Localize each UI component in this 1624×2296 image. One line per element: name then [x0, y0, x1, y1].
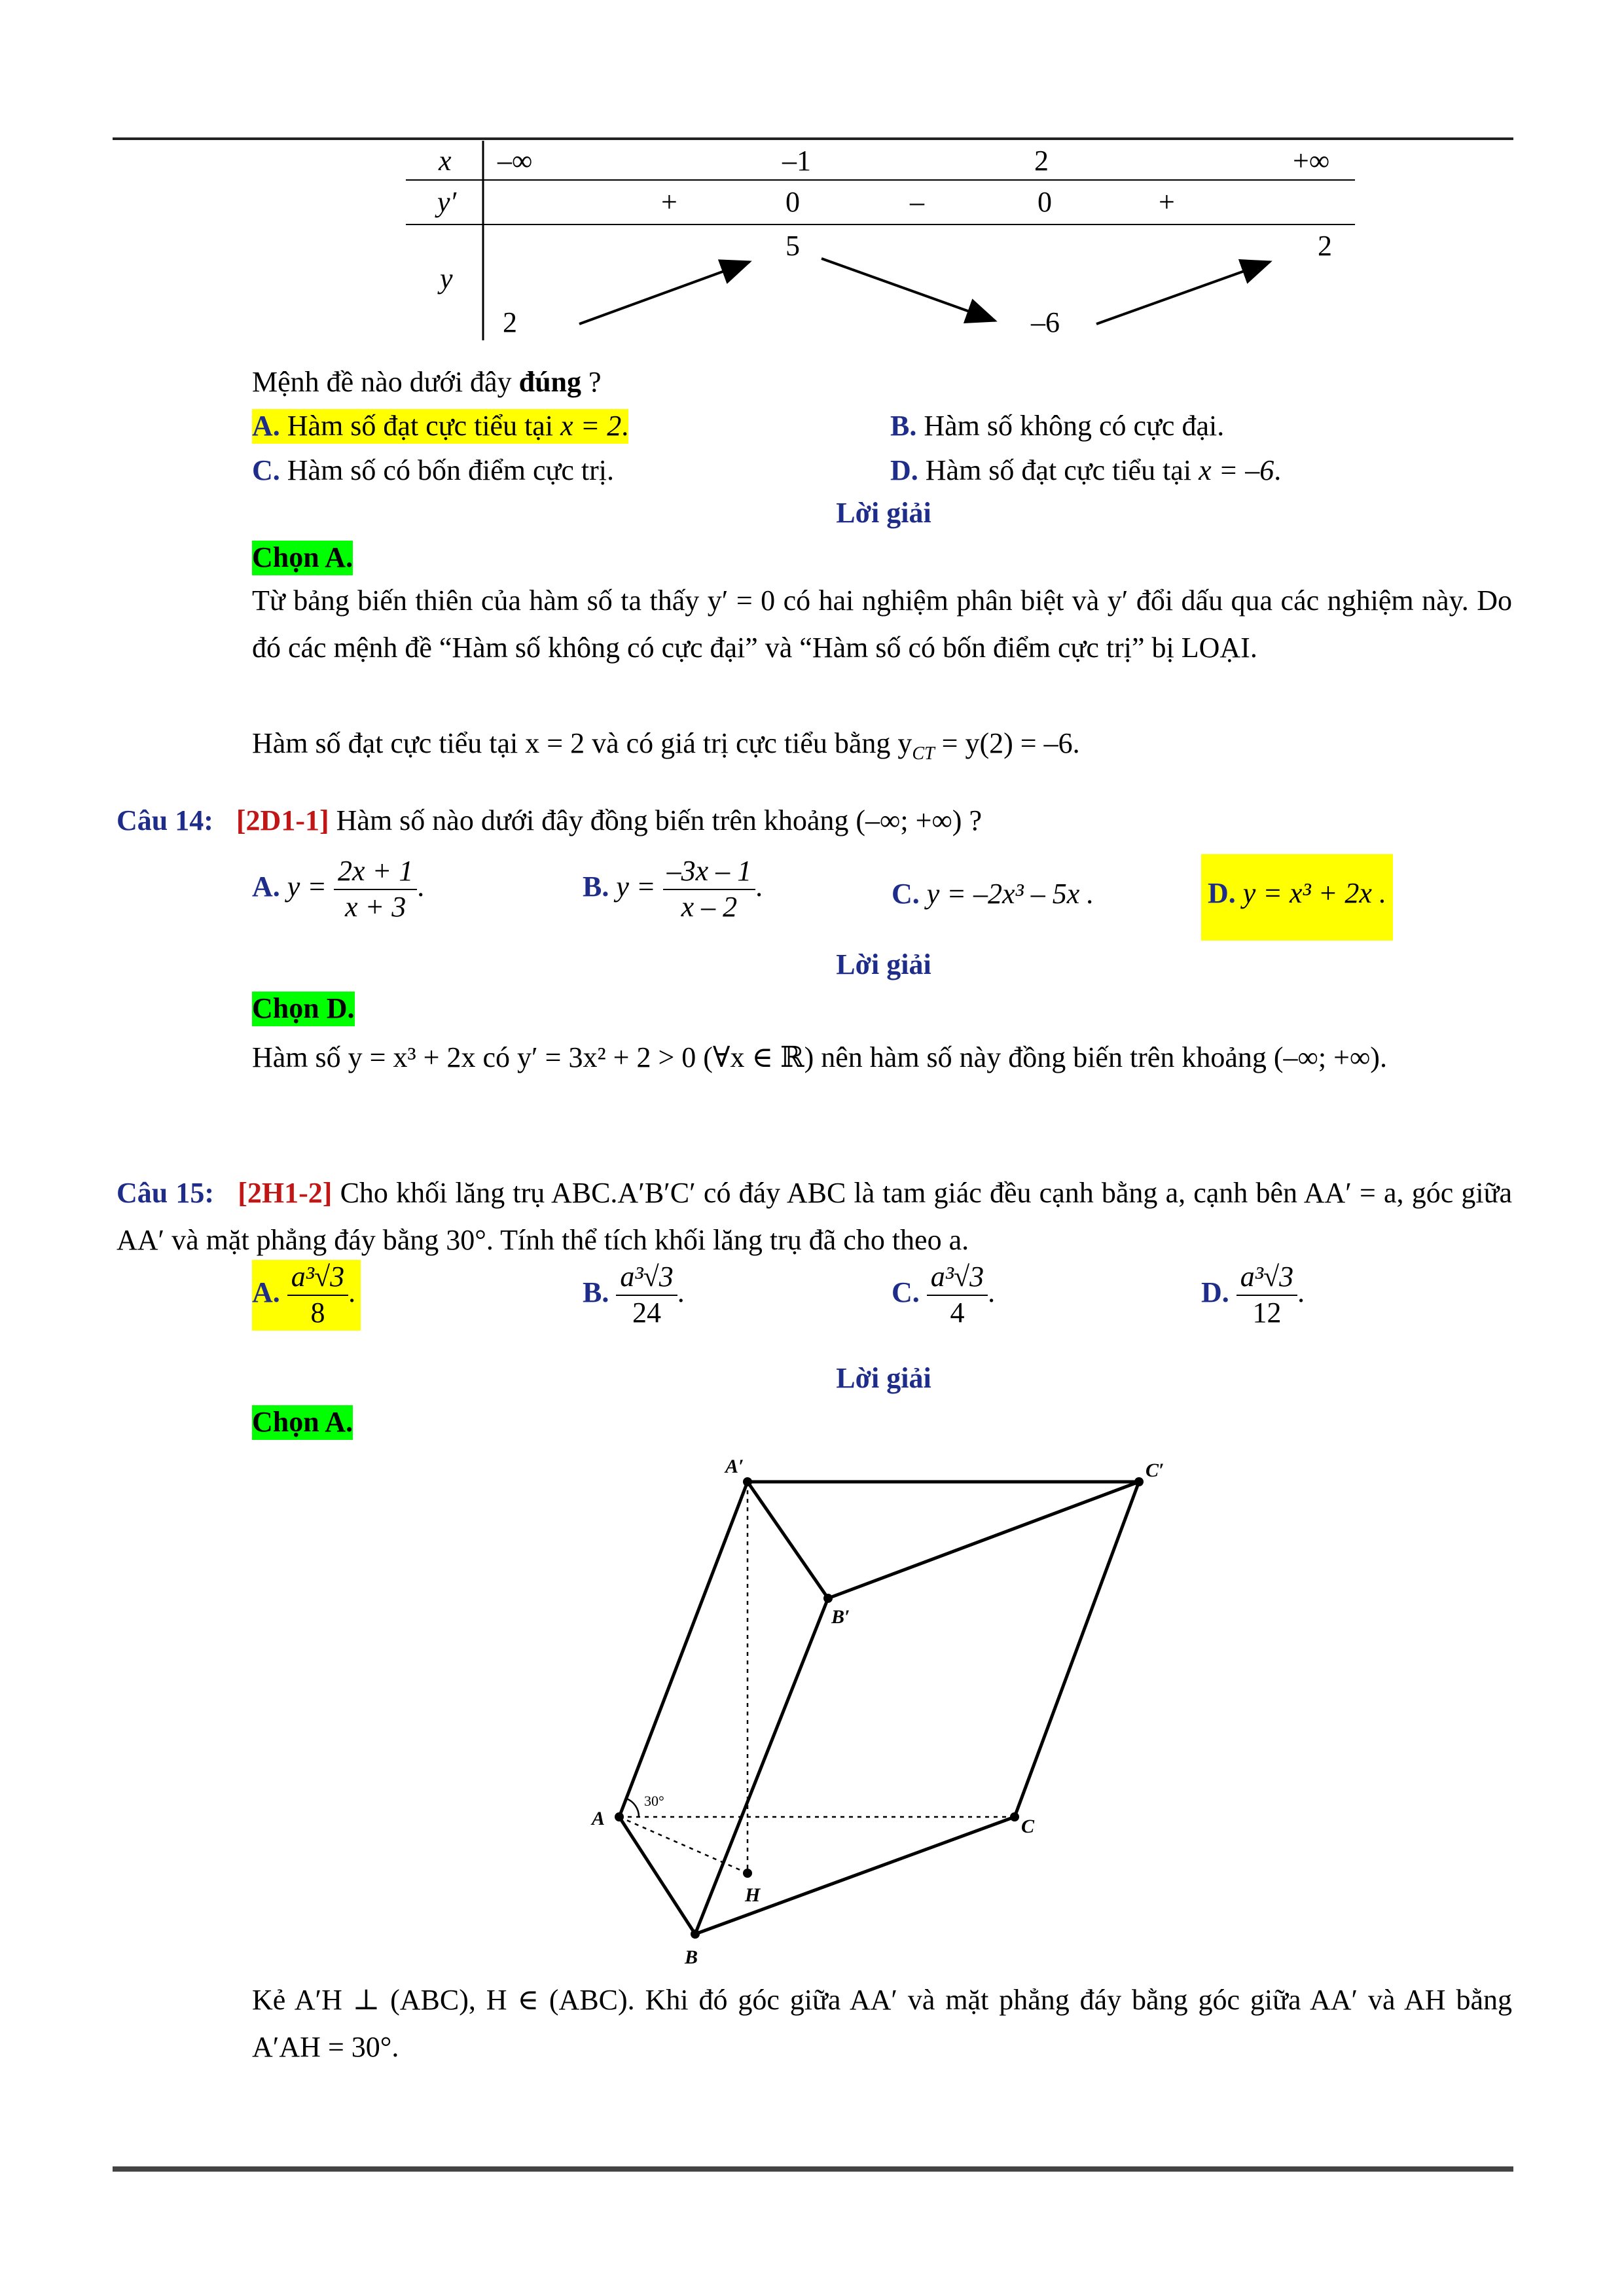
q14-option-c[interactable]: C. y = –2x³ – 5x .: [892, 878, 1094, 910]
yp-sign: +: [1159, 186, 1175, 218]
q13-option-b[interactable]: B. Hàm số không có cực đại.: [890, 410, 1225, 442]
q13-option-d[interactable]: D. Hàm số đạt cực tiểu tại x = –6.: [890, 454, 1282, 486]
q13-option-a[interactable]: A. Hàm số đạt cực tiểu tại x = 2.: [252, 409, 628, 444]
yp-sign: +: [661, 186, 677, 218]
prism-figure: [576, 1446, 1191, 1977]
fraction: $\frac{\text{a³√3}}{4}$: [927, 1260, 988, 1331]
q13-explain-1: Từ bảng biến thiên của hàm số ta thấy y′ = 0 có hai nghiệm phân biệt và y′ đổi dấu qua các nghiệm này. Do đó các mệnh đề “Hàm số không có cực đại” và “Hàm số có bốn điểm cực trị” bị LOẠI.: [252, 584, 1512, 664]
yp-sign: 0: [1038, 186, 1052, 218]
edge-aa1: [619, 1482, 748, 1817]
label-h: H: [745, 1884, 761, 1906]
q15-explain: Kẻ A′H ⊥ (ABC), H ∈ (ABC). Khi đó góc giữa AA′ và mặt phẳng đáy bằng góc giữa AA′ và AH bằng A′AH = 30°.: [252, 1984, 1512, 2063]
q15-option-c[interactable]: C. $\frac{\text{a³√3}}{4}$ .: [892, 1260, 995, 1331]
point-a1: [743, 1477, 752, 1486]
q14-header: Câu 14: [2D1-1] Hàm số nào dưới đây đồng biến trên khoảng (–∞; +∞) ?: [117, 804, 982, 836]
x-value: –1: [782, 145, 811, 177]
fraction: $\frac{2x + 1}{x + 3}$: [334, 854, 417, 925]
x-value: +∞: [1293, 145, 1330, 177]
point-c1: [1134, 1477, 1144, 1486]
q14-chosen: Chọn D.: [252, 992, 355, 1026]
yp-label: y′: [437, 186, 457, 218]
label-b1: B′: [831, 1606, 850, 1628]
point-h: [743, 1869, 752, 1878]
q14-option-d[interactable]: D. y = x³ + 2x .: [1201, 854, 1393, 941]
q14-option-b[interactable]: B. y = $\frac{-3x - 1}{x - 2}$ .: [583, 854, 763, 925]
fraction: $\frac{\text{a³√3}}{8}$: [287, 1260, 348, 1331]
q14-option-a[interactable]: A. y = $\frac{2x + 1}{x + 3}$ .: [252, 854, 424, 925]
header-rule: [113, 137, 1513, 140]
arrow-down: [821, 259, 995, 321]
fraction: $\frac{\text{a³√3}}{24}$: [616, 1260, 677, 1331]
edge-bc: [695, 1817, 1015, 1934]
y-value-left: 2: [503, 306, 517, 338]
y-label: y: [440, 262, 453, 295]
q14-explain: Hàm số y = x³ + 2x có y′ = 3x² + 2 > 0 (∀x ∈ ℝ) nên hàm số này đồng biến trên khoảng (–∞; +∞).: [252, 1041, 1387, 1073]
point-c: [1010, 1812, 1019, 1821]
point-a: [615, 1812, 624, 1821]
q13-solution-title: Lời giải: [836, 497, 931, 529]
q13-chosen: Chọn A.: [252, 541, 353, 575]
label-a: A: [592, 1808, 605, 1829]
q15-option-b[interactable]: B. $\frac{\text{a³√3}}{24}$ .: [583, 1260, 685, 1331]
angle-arc: [626, 1799, 639, 1817]
x-value: 2: [1034, 145, 1049, 177]
q15-option-a[interactable]: A. $\frac{\text{a³√3}}{8}$ .: [252, 1260, 361, 1331]
label-c1: C′: [1146, 1460, 1164, 1481]
variation-table-lines: [406, 141, 1355, 350]
arrow-up-1: [579, 262, 749, 324]
footer-rule: [113, 2166, 1513, 2172]
label-a1: A′: [725, 1456, 744, 1477]
q14-solution-title: Lời giải: [836, 948, 931, 980]
fraction: $\frac{-3x - 1}{x - 2}$: [663, 854, 756, 925]
edge-bb1: [695, 1598, 828, 1934]
q15-option-d[interactable]: D. $\frac{\text{a³√3}}{12}$ .: [1201, 1260, 1305, 1331]
q13-explain-2: Hàm số đạt cực tiểu tại x = 2 và có giá trị cực tiểu bằng $y_{CT} = y(2) = -6$.: [252, 727, 1080, 764]
y-value-right: 2: [1318, 230, 1332, 262]
q13-option-c[interactable]: C. Hàm số có bốn điểm cực trị.: [252, 454, 614, 486]
x-value: –∞: [497, 145, 533, 177]
q13-question: Mệnh đề nào dưới đây đúng ?: [252, 366, 602, 398]
fraction: $\frac{\text{a³√3}}{12}$: [1236, 1260, 1297, 1331]
arrow-up-2: [1096, 262, 1270, 324]
q15-solution-title: Lời giải: [836, 1362, 931, 1394]
label-b: B: [685, 1946, 698, 1968]
yp-sign: –: [910, 186, 924, 218]
edge-b1c1: [828, 1482, 1139, 1598]
q15-chosen: Chọn A.: [252, 1405, 353, 1440]
yp-sign: 0: [785, 186, 800, 218]
variation-table: [406, 141, 1355, 350]
q15-header: Câu 15: [2H1-2] Cho khối lăng trụ ABC.A′B′C′ có đáy ABC là tam giác đều cạnh bằng a, cạnh bên AA′ = a, góc giữa AA′ và mặt phẳng đáy bằng 30°. Tính thể tích khối lăng trụ đã cho theo a.: [117, 1177, 1512, 1256]
x-label: x: [439, 145, 452, 177]
label-c: C: [1021, 1816, 1035, 1837]
prism-diagram: [576, 1446, 1191, 1977]
y-value-max: 5: [785, 230, 800, 262]
edge-a1b1: [748, 1482, 828, 1598]
point-b1: [823, 1594, 833, 1603]
label-angle: 30°: [644, 1793, 664, 1809]
edge-ab: [619, 1817, 695, 1934]
y-value-min: –6: [1031, 306, 1060, 338]
point-b: [691, 1929, 700, 1939]
edge-cc1: [1015, 1482, 1139, 1817]
